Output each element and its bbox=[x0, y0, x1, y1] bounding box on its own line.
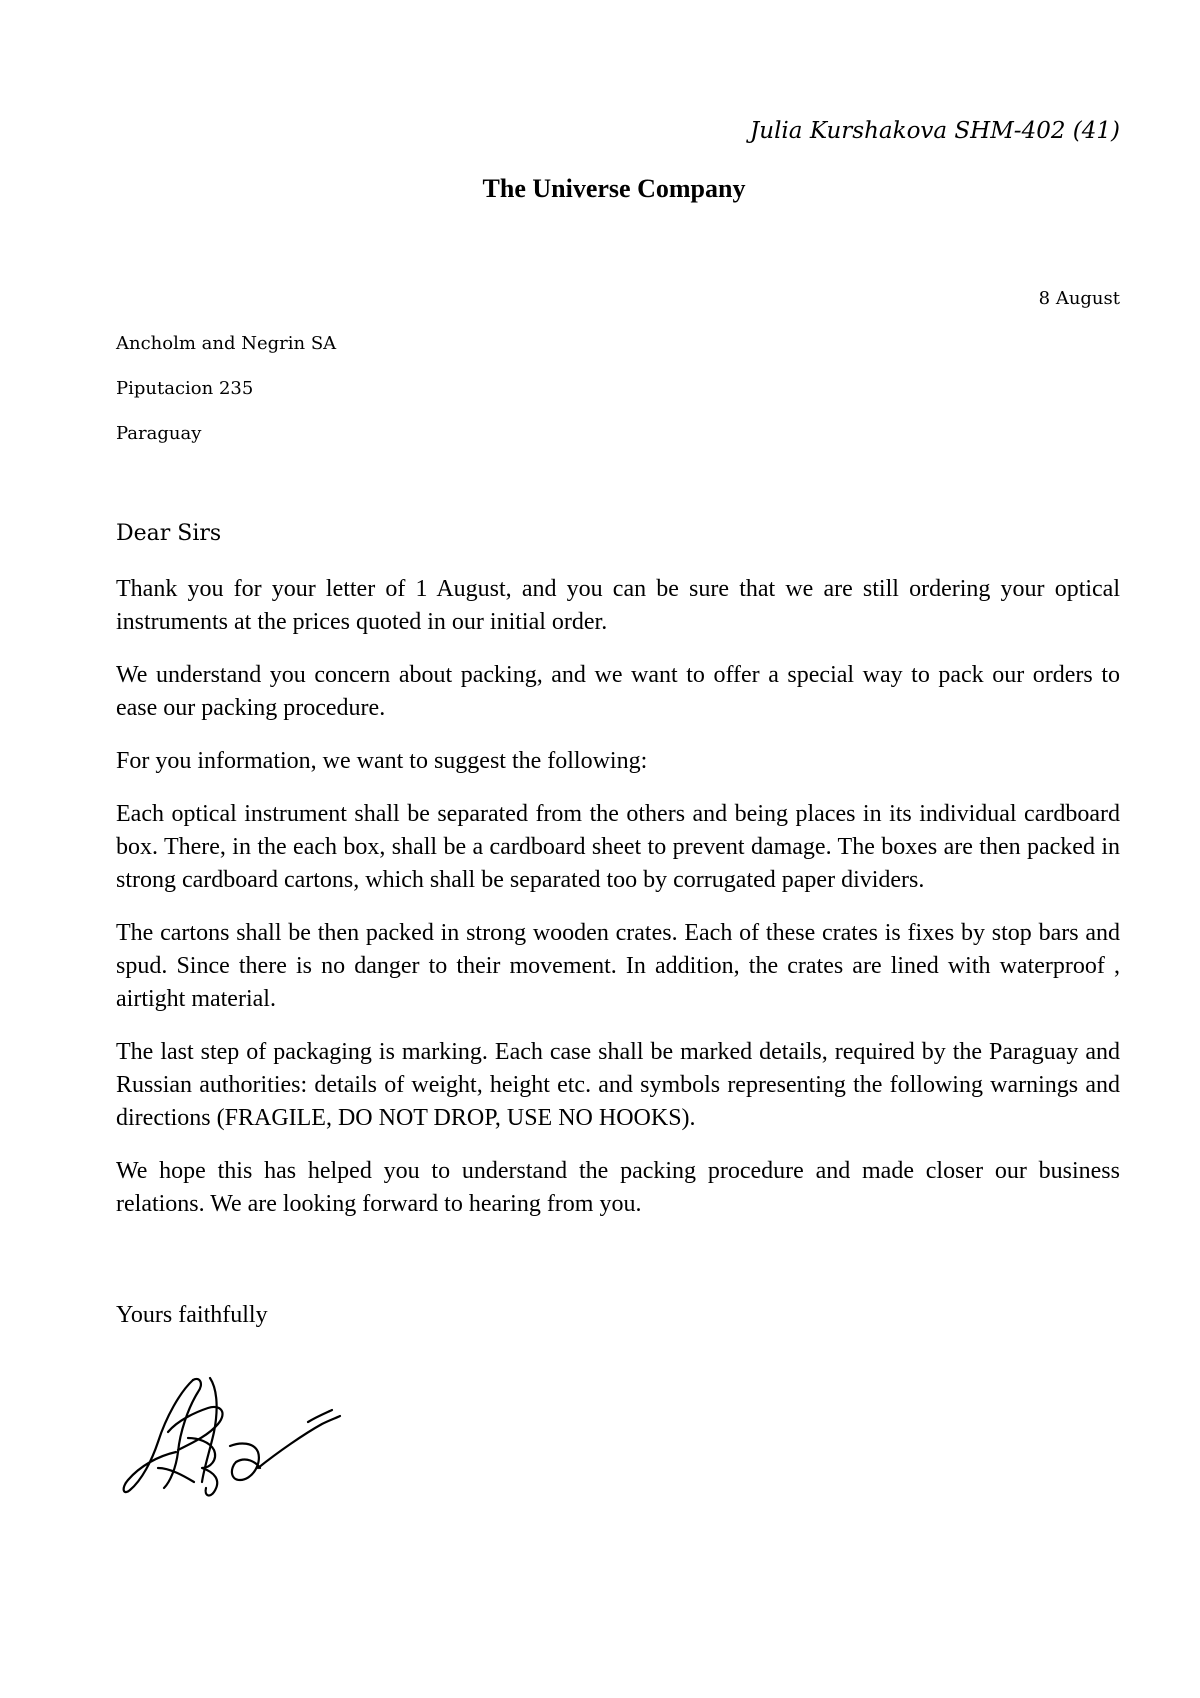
address-line-country: Paraguay bbox=[116, 423, 202, 444]
body-paragraph-4: Each optical instrument shall be separated from the others and being places in its individual cardboard box. There, in the each box, shall be a cardboard sheet to prevent damage. The boxes are then packed in strong cardboard cartons, which shall be separated too by corrugated paper dividers. bbox=[116, 801, 1120, 893]
address-line-company: Ancholm and Negrin SA bbox=[116, 333, 337, 354]
company-heading: The Universe Company bbox=[482, 174, 746, 203]
letter-date: 8 August bbox=[1038, 288, 1120, 309]
body-paragraph-5: The cartons shall be then packed in strong wooden crates. Each of these crates is fixes by stop bars and spud. Since there is no danger to their movement. In addition, the crates are lined with waterproof , airtight material. bbox=[116, 920, 1120, 1012]
salutation: Dear Sirs bbox=[116, 521, 222, 546]
address-line-street: Piputacion 235 bbox=[116, 378, 254, 399]
body-paragraph-2: We understand you concern about packing, and we want to offer a special way to pack our orders to ease our packing procedure. bbox=[116, 662, 1120, 721]
author-line: Julia Kurshakova SHM-402 (41) bbox=[750, 118, 1120, 144]
body-paragraph-1: Thank you for your letter of 1 August, and you can be sure that we are still ordering your optical instruments at the prices quoted in our initial order. bbox=[116, 576, 1120, 635]
closing: Yours faithfully bbox=[116, 1302, 268, 1328]
body-paragraph-7: We hope this has helped you to understand the packing procedure and made closer our business relations. We are looking forward to hearing from you. bbox=[116, 1158, 1120, 1217]
body-paragraph-3: For you information, we want to suggest the following: bbox=[116, 748, 648, 774]
letter-body bbox=[116, 573, 1120, 1241]
signature bbox=[118, 1372, 348, 1502]
body-paragraph-6: The last step of packaging is marking. Each case shall be marked details, required by the Paraguay and Russian authorities: details of weight, height etc. and symbols representing the following warnings and directions (FRAGILE, DO NOT DROP, USE NO HOOKS). bbox=[116, 1039, 1120, 1131]
recipient-address bbox=[116, 333, 336, 468]
